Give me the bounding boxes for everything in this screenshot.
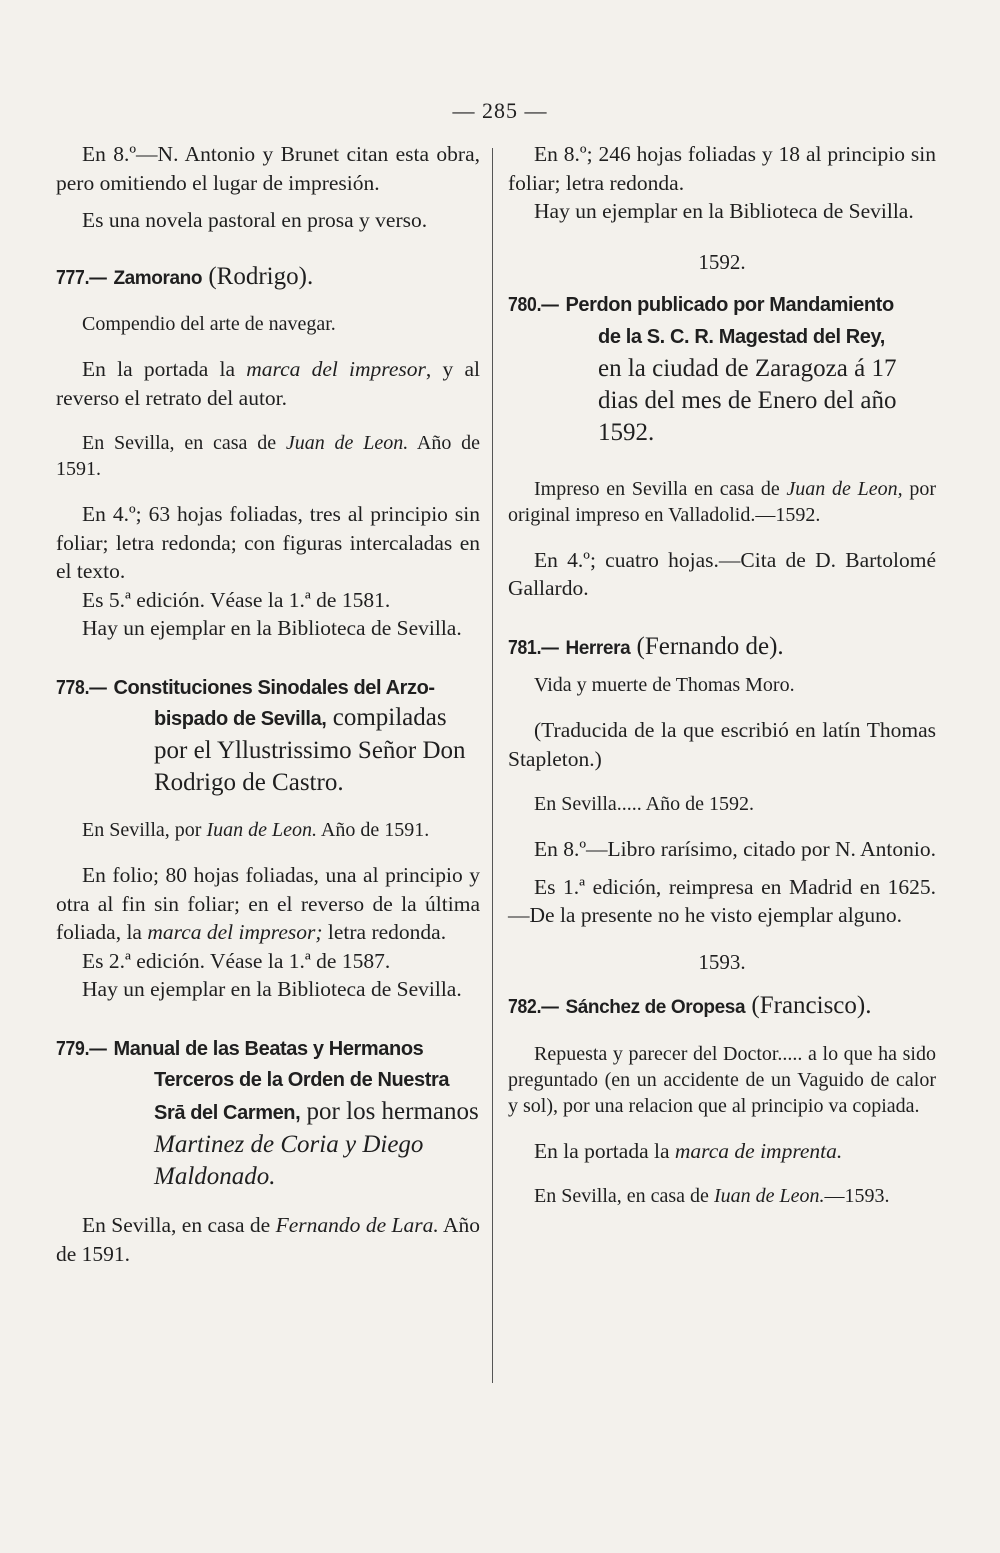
paragraph: Es una novela pastoral en prosa y verso. xyxy=(82,208,428,232)
entry-title-bold: Constituciones Sinodales del Arzo- xyxy=(113,676,435,699)
paragraph: Hay un ejemplar en la Biblioteca de Sevilla. xyxy=(534,199,914,223)
entry-author: Zamorano xyxy=(113,267,203,289)
text: En Sevilla, en casa de xyxy=(82,432,286,454)
entry-778-heading xyxy=(56,673,480,800)
text-italic: Juan de Leon, xyxy=(786,477,903,500)
text: por los hermanos xyxy=(300,1098,479,1125)
text: Año de 1591. xyxy=(56,432,480,480)
entry-title-bold: Srā del Carmen, xyxy=(154,1102,301,1124)
text-italic: Iuan de Leon. xyxy=(713,1185,825,1207)
entry-title: Repuesta y parecer del Doctor..... a lo que ha sido preguntado (en un accidente de un Vaguido de calor y sol), por una relacion que al principio va copiada. xyxy=(508,1042,936,1117)
entry-title-bold: Terceros de la Orden de Nuestra xyxy=(154,1069,450,1091)
paragraph xyxy=(508,1183,936,1209)
entry-title-body xyxy=(56,1063,480,1193)
text: por original impreso en Valladolid.—1592. xyxy=(508,477,936,526)
text: Año de 1591. xyxy=(316,819,430,841)
paragraph: En 8.º—Libro rarísimo, citado por N. Antonio. xyxy=(534,837,936,861)
entry-number: 781.— xyxy=(508,636,559,659)
text: letra redonda. xyxy=(322,920,447,944)
entry-number: 777.— xyxy=(56,266,107,289)
right-column xyxy=(508,140,936,1209)
paragraph xyxy=(56,355,480,412)
text: Impreso en Sevilla en casa de xyxy=(534,477,787,500)
entry-777-heading xyxy=(56,261,480,294)
paragraph xyxy=(508,1137,936,1166)
paragraph: Hay un ejemplar en la Biblioteca de Sevilla. xyxy=(82,616,462,640)
paragraph: Es 1.ª edición, reimpresa en Madrid en 1625.—De la presente no he visto ejemplar alguno. xyxy=(508,874,936,927)
text: , y al reverso el retrato del autor. xyxy=(56,357,480,410)
text-italic: marca de imprenta. xyxy=(674,1138,843,1163)
entry-title-bold: bispado de Sevilla, xyxy=(154,708,327,730)
entry-780-heading xyxy=(508,290,936,449)
paragraph: En 8.º; 246 hojas foliadas y 18 al principio sin foliar; letra redonda. xyxy=(508,142,936,195)
paragraph: Es 5.ª edición. Véase la 1.ª de 1581. xyxy=(82,587,391,612)
text-italic: Juan de Leon. xyxy=(285,432,409,454)
text: —1593. xyxy=(824,1185,890,1207)
text-italic: Martinez de Coria y Diego Maldonado. xyxy=(154,1131,424,1190)
text-italic: marca del impresor; xyxy=(147,920,323,944)
paragraph xyxy=(56,430,480,482)
year-heading: 1592. xyxy=(698,249,746,274)
paragraph xyxy=(56,817,480,843)
entry-title: Compendio del arte de navegar. xyxy=(82,313,336,335)
entry-author: Sánchez de Oropesa xyxy=(565,997,746,1018)
entry-title-body xyxy=(56,702,480,799)
entry-781-heading xyxy=(508,631,936,664)
text-italic: Iuan de Leon. xyxy=(206,819,317,841)
entry-title-body xyxy=(508,320,936,449)
paragraph xyxy=(508,476,936,528)
column-divider xyxy=(492,148,493,1383)
entry-author: Herrera xyxy=(565,637,631,659)
paragraph: (Traducida de la que escribió en latín Thomas Stapleton.) xyxy=(508,718,936,771)
entry-title-bold: de la S. C. R. Magestad del Rey, xyxy=(598,325,885,348)
entry-number: 782.— xyxy=(508,996,559,1018)
paragraph xyxy=(56,1211,480,1268)
paragraph: En Sevilla..... Año de 1592. xyxy=(534,793,754,815)
entry-author-rest: (Rodrigo). xyxy=(202,262,314,290)
text: En la portada la xyxy=(534,1138,675,1163)
paragraph xyxy=(56,861,480,947)
paragraph: En 4.º; cuatro hojas.—Cita de D. Bartolomé Gallardo. xyxy=(508,547,936,600)
entry-782-heading xyxy=(508,990,936,1023)
text: en la ciudad de Zaragoza á 17 dias del mes de Enero del año 1592. xyxy=(598,354,897,446)
text-italic: Fernando de Lara. xyxy=(275,1213,439,1237)
entry-author-rest: (Francisco). xyxy=(745,992,872,1019)
text: En folio; 80 hojas foliadas, una al principio y otra al fin sin foliar; en el reverso de la última foliada, la xyxy=(56,863,480,944)
entry-779-heading xyxy=(56,1034,480,1194)
entry-author-rest: (Fernando de). xyxy=(630,632,784,660)
text: Año de 1591. xyxy=(56,1213,480,1266)
text: En la portada la xyxy=(82,357,247,381)
text: En Sevilla, por xyxy=(82,819,207,841)
year-heading: 1593. xyxy=(698,949,746,974)
text: compiladas por el Yllustrissimo Señor Don Rodrigo de Castro. xyxy=(154,704,466,796)
text: En Sevilla, en casa de xyxy=(82,1213,276,1237)
entry-title-bold: Perdon publicado por Mandamiento xyxy=(565,294,894,316)
entry-number: 779.— xyxy=(56,1037,107,1060)
text-italic: marca del impresor xyxy=(246,357,426,381)
paragraph: Es 2.ª edición. Véase la 1.ª de 1587. xyxy=(82,948,391,973)
entry-number: 778.— xyxy=(56,676,107,699)
entry-number: 780.— xyxy=(508,294,559,316)
text: En Sevilla, en casa de xyxy=(534,1185,714,1207)
page-number: — 285 — xyxy=(452,98,548,123)
entry-title: Vida y muerte de Thomas Moro. xyxy=(534,674,795,696)
entry-title-bold: Manual de las Beatas y Hermanos xyxy=(113,1037,424,1060)
paragraph: Hay un ejemplar en la Biblioteca de Sevilla. xyxy=(82,977,462,1001)
paragraph: En 4.º; 63 hojas foliadas, tres al principio sin foliar; letra redonda; con figuras intercaladas en el texto. xyxy=(56,502,480,583)
paragraph: En 8.º—N. Antonio y Brunet citan esta obra, pero omitiendo el lugar de impresión. xyxy=(56,142,480,195)
left-column xyxy=(56,140,480,1268)
